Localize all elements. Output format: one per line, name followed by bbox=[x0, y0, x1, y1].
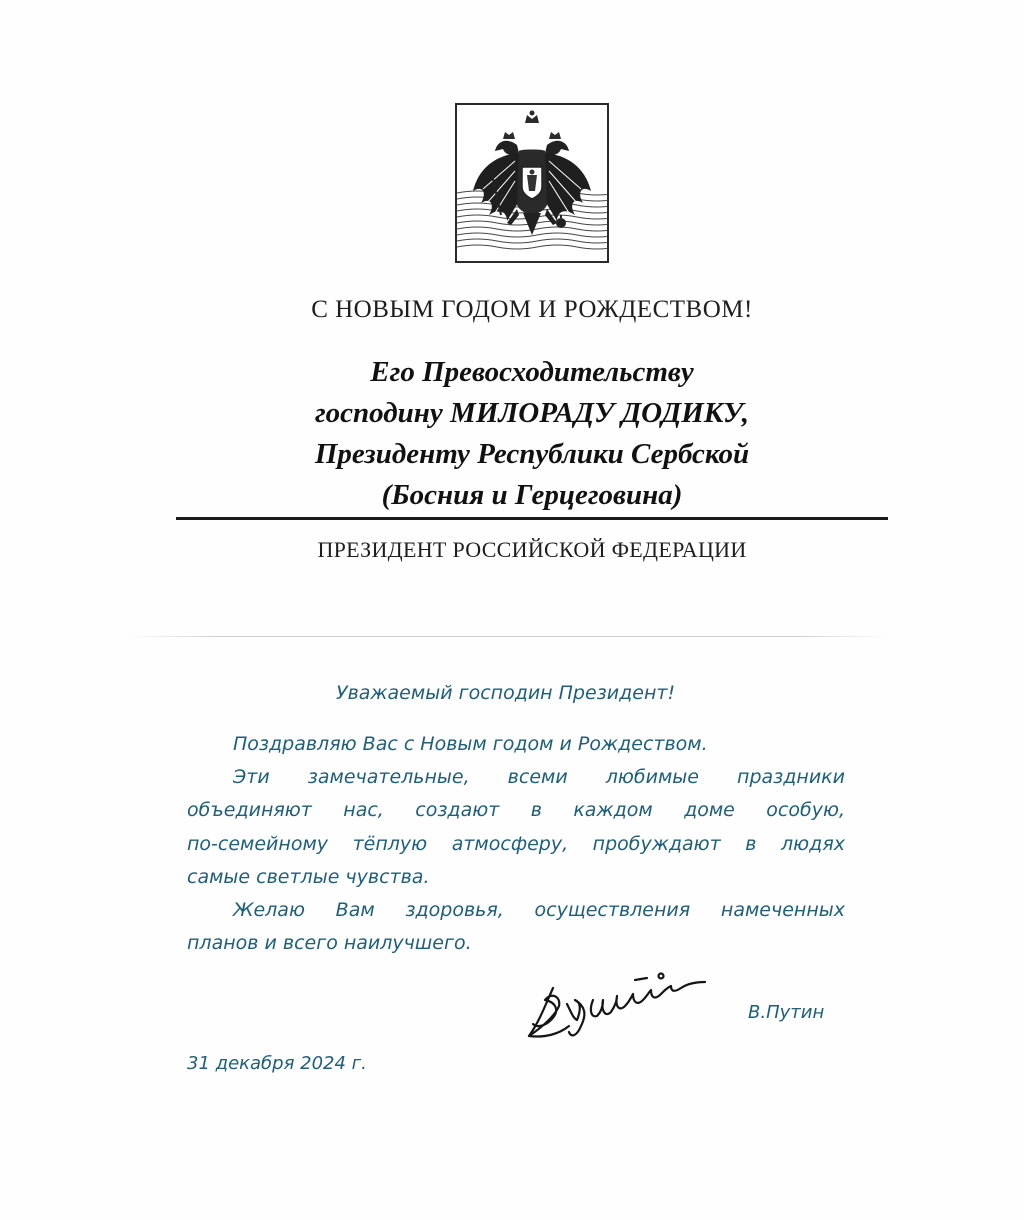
addressee-line: (Босния и Герцеговина) bbox=[381, 479, 683, 511]
faint-divider bbox=[128, 636, 888, 637]
salutation: Уважаемый господин Президент! bbox=[336, 682, 676, 704]
header-divider bbox=[176, 517, 888, 520]
body-line: Желаю Вам здоровья, осуществления намеченных bbox=[233, 899, 845, 921]
letter-date: 31 декабря 2024 г. bbox=[187, 1053, 367, 1074]
body-line: объединяют нас, создают в каждом доме особую, bbox=[187, 799, 845, 821]
body-line: Эти замечательные, всеми любимые праздники bbox=[233, 766, 845, 788]
coat-of-arms-emblem bbox=[455, 103, 609, 263]
greeting-title: С НОВЫМ ГОДОМ И РОЖДЕСТВОМ! bbox=[311, 296, 753, 323]
signer-name: В.Путин bbox=[748, 1002, 825, 1023]
addressee-line: Его Превосходительству bbox=[370, 356, 694, 388]
body-line: Поздравляю Вас с Новым годом и Рождеством. bbox=[233, 733, 708, 755]
body-line: по-семейному тёплую атмосферу, пробуждают в людях bbox=[187, 833, 845, 855]
body-line: самые светлые чувства. bbox=[187, 866, 430, 888]
addressee-line: Президенту Республики Сербской bbox=[314, 438, 750, 470]
double-headed-eagle-icon bbox=[457, 105, 607, 261]
addressee-block bbox=[200, 352, 864, 516]
handwritten-signature bbox=[515, 966, 725, 1046]
sender-title: ПРЕЗИДЕНТ РОССИЙСКОЙ ФЕДЕРАЦИИ bbox=[317, 537, 747, 562]
addressee-line: господину МИЛОРАДУ ДОДИКУ, bbox=[314, 397, 750, 429]
body-line: планов и всего наилучшего. bbox=[187, 932, 472, 954]
